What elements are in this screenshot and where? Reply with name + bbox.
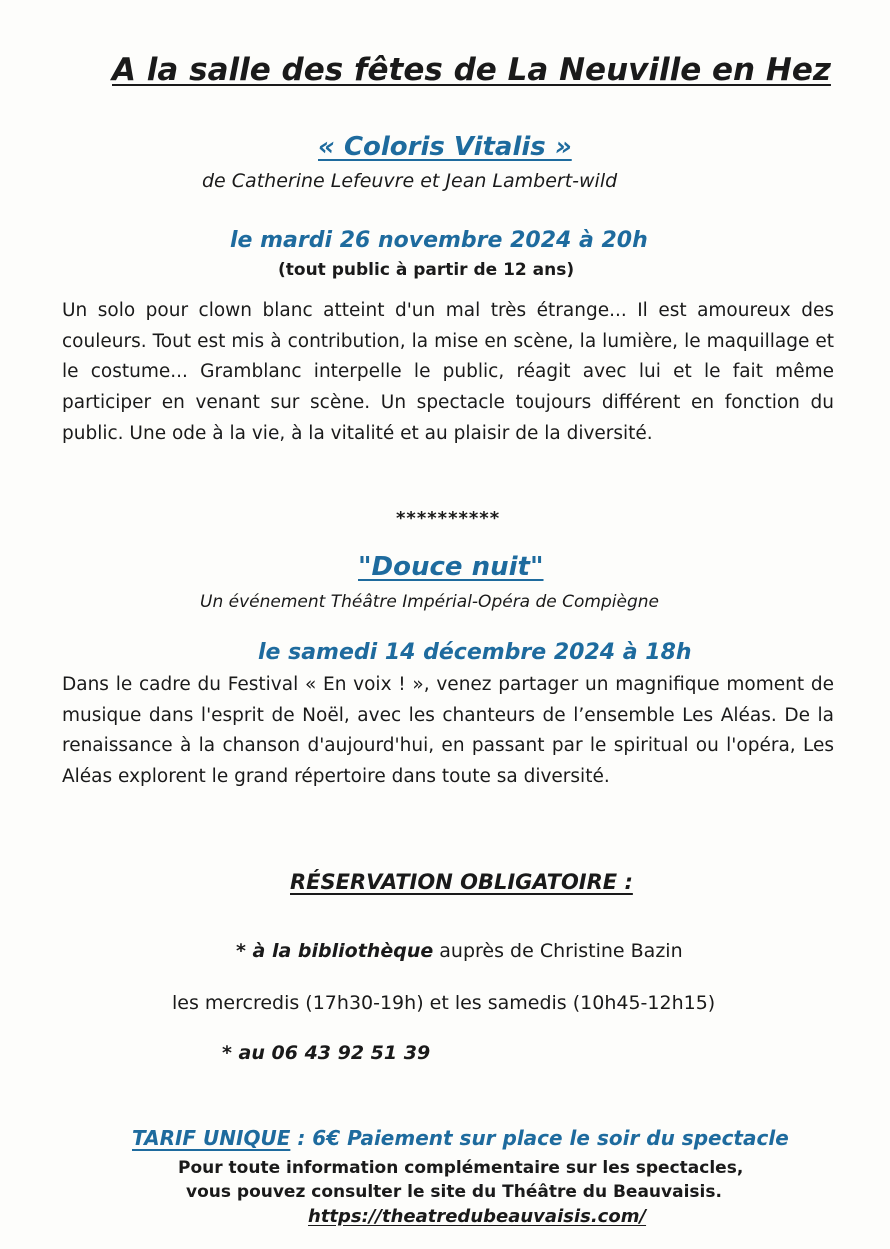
reservation-phone: * au 06 43 92 51 39	[222, 1042, 431, 1064]
event1-audience: (tout public à partir de 12 ans)	[278, 260, 575, 280]
reservation-heading: RÉSERVATION OBLIGATOIRE :	[290, 870, 633, 894]
page-title: A la salle des fêtes de La Neuville en Hez	[112, 52, 831, 88]
reservation-library-line	[236, 940, 683, 962]
event2-description: Dans le cadre du Festival « En voix ! », venez partager un magnifique moment de musique dans l'esprit de Noël, avec les chanteurs de l’ensemble Les Aléas. De la renaissance à la chanson d'aujourd'hui, en passant par le spiritual ou l'opéra, Les Aléas explorent le grand répertoire dans toute sa diversité.	[62, 674, 834, 788]
tarif-details: : 6€ Paiement sur place le soir du spectacle	[290, 1126, 789, 1150]
event2-title: "Douce nuit"	[358, 552, 544, 582]
website-link[interactable]: https://theatredubeauvaisis.com/	[308, 1206, 647, 1227]
tarif-line	[132, 1126, 789, 1150]
library-contact: auprès de Christine Bazin	[433, 940, 683, 962]
event1-date: le mardi 26 novembre 2024 à 20h	[230, 228, 648, 253]
event2-date: le samedi 14 décembre 2024 à 18h	[258, 640, 692, 665]
event2-subtitle: Un événement Théâtre Impérial-Opéra de Compiègne	[200, 592, 659, 612]
separator: **********	[396, 508, 501, 529]
event1-authors: de Catherine Lefeuvre et Jean Lambert-wild	[202, 170, 618, 192]
reservation-hours: les mercredis (17h30-19h) et les samedis (10h45-12h15)	[172, 992, 716, 1014]
info-line-2: vous pouvez consulter le site du Théâtre du Beauvaisis.	[186, 1182, 722, 1202]
event1-title: « Coloris Vitalis »	[318, 132, 572, 162]
tarif-label: TARIF UNIQUE	[132, 1126, 291, 1150]
library-label: * à la bibliothèque	[236, 940, 434, 962]
event1-description: Un solo pour clown blanc atteint d'un mal très étrange... Il est amoureux des couleurs. Tout est mis à contribution, la mise en scène, la lumière, le maquillage et le costume... Gramblanc interpelle le public, réagit avec lui et le fait même participer en venant sur scène. Un spectacle toujours différent en fonction du public. Une ode à la vie, à la vitalité et au plaisir de la diversité.	[62, 300, 834, 444]
info-line-1: Pour toute information complémentaire sur les spectacles,	[178, 1158, 744, 1178]
